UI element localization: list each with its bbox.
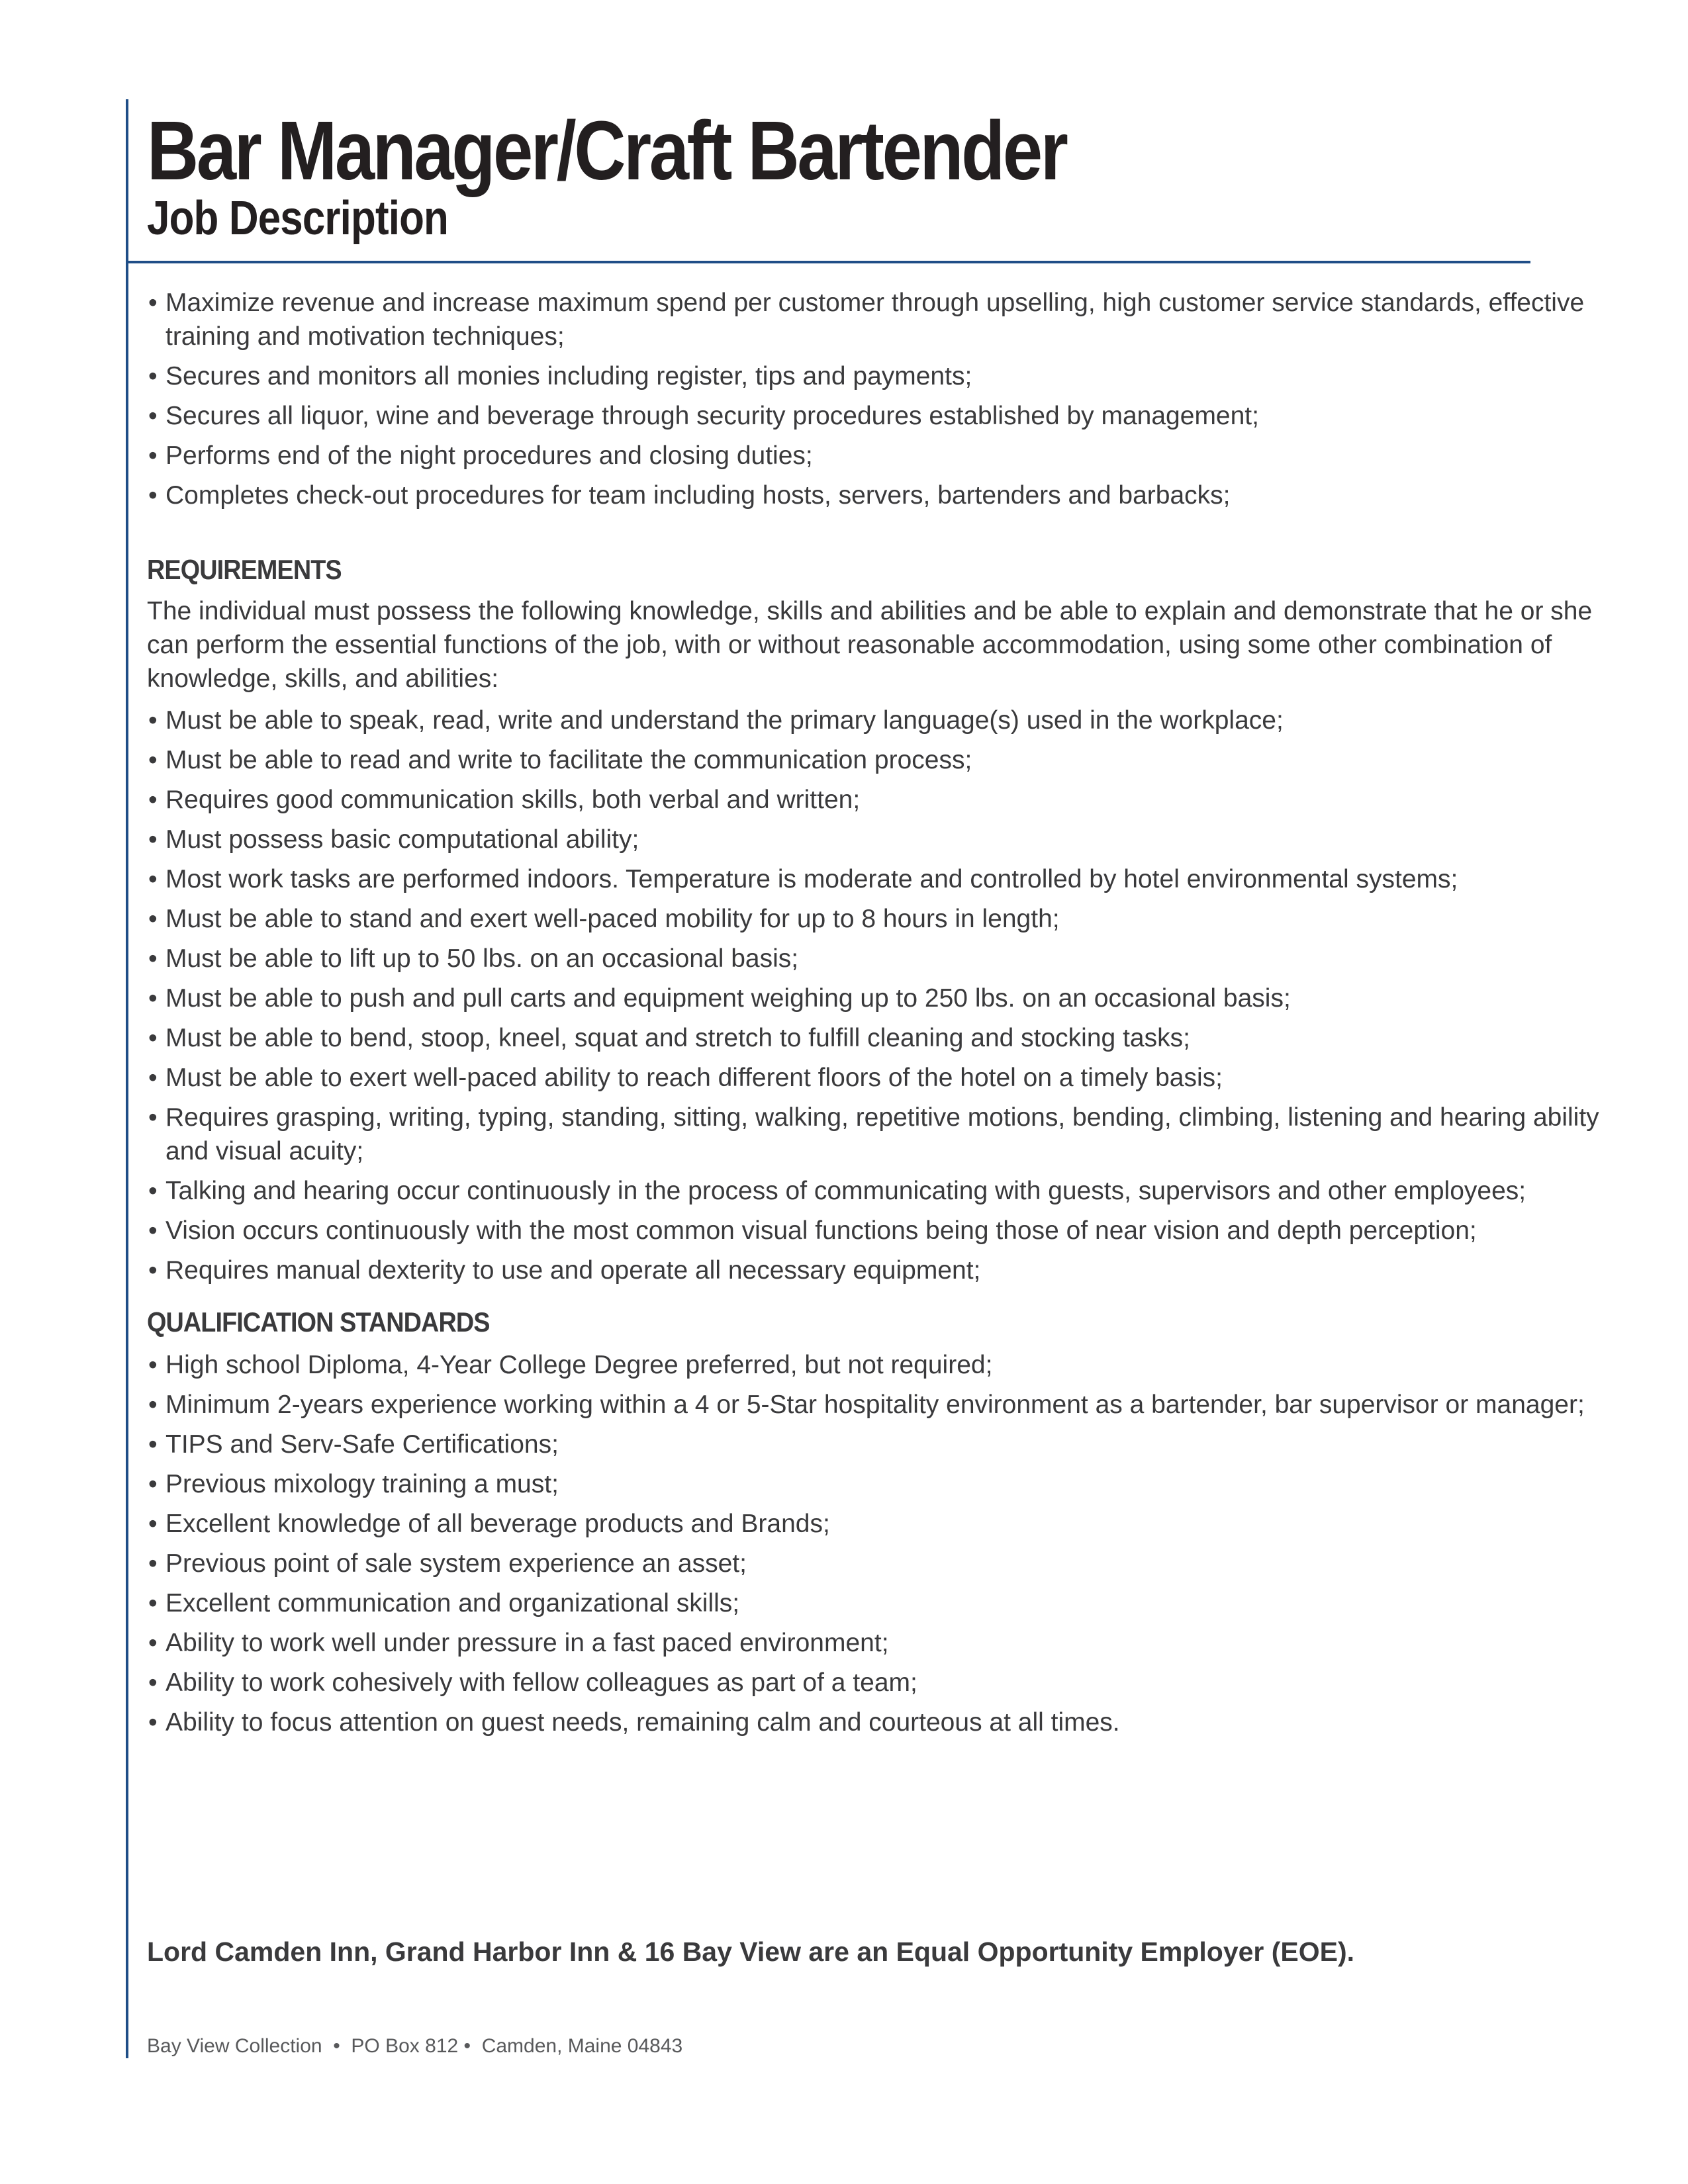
- bullet-icon: •: [148, 1549, 158, 1578]
- bullet-icon: •: [148, 1024, 158, 1052]
- requirement-item-text: Requires grasping, writing, typing, standing, sitting, walking, repetitive motions, bending, climbing, listening and hearing ability and visual acuity;: [165, 1103, 1599, 1165]
- requirement-item-text: Must be able to speak, read, write and understand the primary language(s) used in the workplace;: [165, 706, 1284, 735]
- requirement-item: [147, 1214, 1623, 1248]
- qualifications-list: [147, 1348, 1623, 1739]
- footer-address: Bay View Collection • PO Box 812 • Camden, Maine 04843: [147, 2035, 683, 2057]
- requirement-item-text: Talking and hearing occur continuously in the process of communicating with guests, supervisors and other employees;: [165, 1177, 1526, 1205]
- qualification-item: [147, 1706, 1623, 1739]
- bullet-icon: •: [148, 1668, 158, 1697]
- qualification-item-text: Ability to focus attention on guest needs, remaining calm and courteous at all times.: [165, 1708, 1120, 1737]
- requirement-item: [147, 704, 1623, 737]
- bullet-icon: •: [148, 362, 158, 390]
- requirement-item-text: Must be able to lift up to 50 lbs. on an occasional basis;: [165, 944, 799, 973]
- requirement-item-text: Must be able to read and write to facilitate the communication process;: [165, 746, 972, 774]
- bullet-icon: •: [148, 706, 158, 735]
- duty-item: [147, 478, 1623, 512]
- qualification-item-text: TIPS and Serv-Safe Certifications;: [165, 1430, 559, 1459]
- qualification-item: [147, 1586, 1623, 1620]
- requirement-item-text: Must be able to bend, stoop, kneel, squat and stretch to fulfill cleaning and stocking tasks;: [165, 1024, 1190, 1052]
- bullet-icon: •: [148, 944, 158, 973]
- requirement-item: [147, 783, 1623, 817]
- eoe-statement: Lord Camden Inn, Grand Harbor Inn & 16 Bay View are an Equal Opportunity Employer (EOE).: [147, 1936, 1355, 1967]
- requirement-item: [147, 1253, 1623, 1287]
- duty-item: [147, 286, 1623, 353]
- qualification-item: [147, 1428, 1623, 1461]
- bullet-icon: •: [148, 1256, 158, 1285]
- duty-item: [147, 399, 1623, 433]
- requirement-item: [147, 981, 1623, 1015]
- qualification-item-text: Previous point of sale system experience an asset;: [165, 1549, 747, 1578]
- requirement-item: [147, 942, 1623, 976]
- bullet-icon: •: [148, 905, 158, 933]
- requirements-heading: REQUIREMENTS: [147, 554, 342, 585]
- requirements-intro: The individual must possess the following knowledge, skills and abilities and be able to explain and demonstrate that he or she can perform the essential functions of the job, with or without reasonable accommodation, using some other combination of knowledge, skills, and abilities:: [147, 597, 1593, 693]
- qualification-item: [147, 1467, 1623, 1501]
- requirement-item: [147, 902, 1623, 936]
- qualification-item-text: Excellent knowledge of all beverage products and Brands;: [165, 1510, 830, 1538]
- bullet-icon: •: [148, 1510, 158, 1538]
- duty-item: [147, 439, 1623, 473]
- requirement-item: [147, 862, 1623, 896]
- bullet-icon: •: [148, 1390, 158, 1419]
- bullet-icon: •: [148, 1589, 158, 1617]
- requirements-list: [147, 704, 1623, 1287]
- left-accent-rule: [126, 99, 128, 2058]
- bullet-icon: •: [148, 289, 158, 317]
- page-subtitle: Job Description: [147, 192, 449, 245]
- bullet-icon: •: [148, 786, 158, 814]
- bullet-icon: •: [148, 481, 158, 510]
- requirement-item-text: Must be able to push and pull carts and equipment weighing up to 250 lbs. on an occasional basis;: [165, 984, 1291, 1013]
- qualification-item: [147, 1626, 1623, 1660]
- duty-item-text: Maximize revenue and increase maximum spend per customer through upselling, high customer service standards, effective training and motivation techniques;: [165, 289, 1585, 351]
- qualification-item-text: Excellent communication and organizational skills;: [165, 1589, 740, 1617]
- bullet-icon: •: [148, 1064, 158, 1092]
- bullet-icon: •: [148, 746, 158, 774]
- requirement-item-text: Must possess basic computational ability;: [165, 825, 639, 854]
- qualification-item-text: Ability to work well under pressure in a fast paced environment;: [165, 1629, 889, 1657]
- requirement-item-text: Requires manual dexterity to use and operate all necessary equipment;: [165, 1256, 981, 1285]
- qualification-item: [147, 1547, 1623, 1580]
- bullet-icon: •: [148, 984, 158, 1013]
- requirement-item-text: Must be able to stand and exert well-paced mobility for up to 8 hours in length;: [165, 905, 1060, 933]
- header-divider: [126, 261, 1530, 263]
- qualification-item-text: Previous mixology training a must;: [165, 1470, 559, 1498]
- qualification-item: [147, 1507, 1623, 1541]
- qualifications-heading: QUALIFICATION STANDARDS: [147, 1306, 490, 1338]
- requirement-item: [147, 1101, 1623, 1168]
- duty-item-text: Performs end of the night procedures and closing duties;: [165, 441, 813, 470]
- heading-spacer: [147, 1339, 1623, 1348]
- requirement-item-text: Requires good communication skills, both verbal and written;: [165, 786, 861, 814]
- bullet-icon: •: [148, 825, 158, 854]
- bullet-icon: •: [148, 1629, 158, 1657]
- duty-item-text: Secures all liquor, wine and beverage through security procedures established by management;: [165, 402, 1259, 430]
- bullet-icon: •: [148, 441, 158, 470]
- duties-list: [147, 286, 1623, 512]
- bullet-icon: •: [148, 1470, 158, 1498]
- bullet-icon: •: [148, 1216, 158, 1245]
- requirement-item-text: Vision occurs continuously with the most common visual functions being those of near vision and depth perception;: [165, 1216, 1477, 1245]
- bullet-icon: •: [148, 1177, 158, 1205]
- qualification-item-text: High school Diploma, 4-Year College Degree preferred, but not required;: [165, 1351, 993, 1379]
- bullet-icon: •: [148, 1351, 158, 1379]
- qualification-item-text: Ability to work cohesively with fellow colleagues as part of a team;: [165, 1668, 917, 1697]
- qualification-item: [147, 1348, 1623, 1382]
- qualification-item: [147, 1388, 1623, 1422]
- duty-item: [147, 359, 1623, 393]
- bullet-icon: •: [148, 1430, 158, 1459]
- bullet-icon: •: [148, 402, 158, 430]
- requirement-item: [147, 743, 1623, 777]
- requirement-item: [147, 823, 1623, 856]
- requirement-item: [147, 1021, 1623, 1055]
- bullet-icon: •: [148, 865, 158, 893]
- requirement-item: [147, 1061, 1623, 1095]
- duty-item-text: Completes check-out procedures for team including hosts, servers, bartenders and barbacks;: [165, 481, 1231, 510]
- requirement-item-text: Must be able to exert well-paced ability to reach different floors of the hotel on a timely basis;: [165, 1064, 1223, 1092]
- bullet-icon: •: [148, 1708, 158, 1737]
- duty-item-text: Secures and monitors all monies including register, tips and payments;: [165, 362, 972, 390]
- qualification-item: [147, 1666, 1623, 1700]
- job-description-body: [147, 286, 1623, 1745]
- qualification-item-text: Minimum 2-years experience working within a 4 or 5-Star hospitality environment as a bartender, bar supervisor or manager;: [165, 1390, 1585, 1419]
- requirement-item: [147, 1174, 1623, 1208]
- bullet-icon: •: [148, 1103, 158, 1132]
- page-title: Bar Manager/Craft Bartender: [147, 104, 1066, 197]
- requirement-item-text: Most work tasks are performed indoors. Temperature is moderate and controlled by hotel environmental systems;: [165, 865, 1458, 893]
